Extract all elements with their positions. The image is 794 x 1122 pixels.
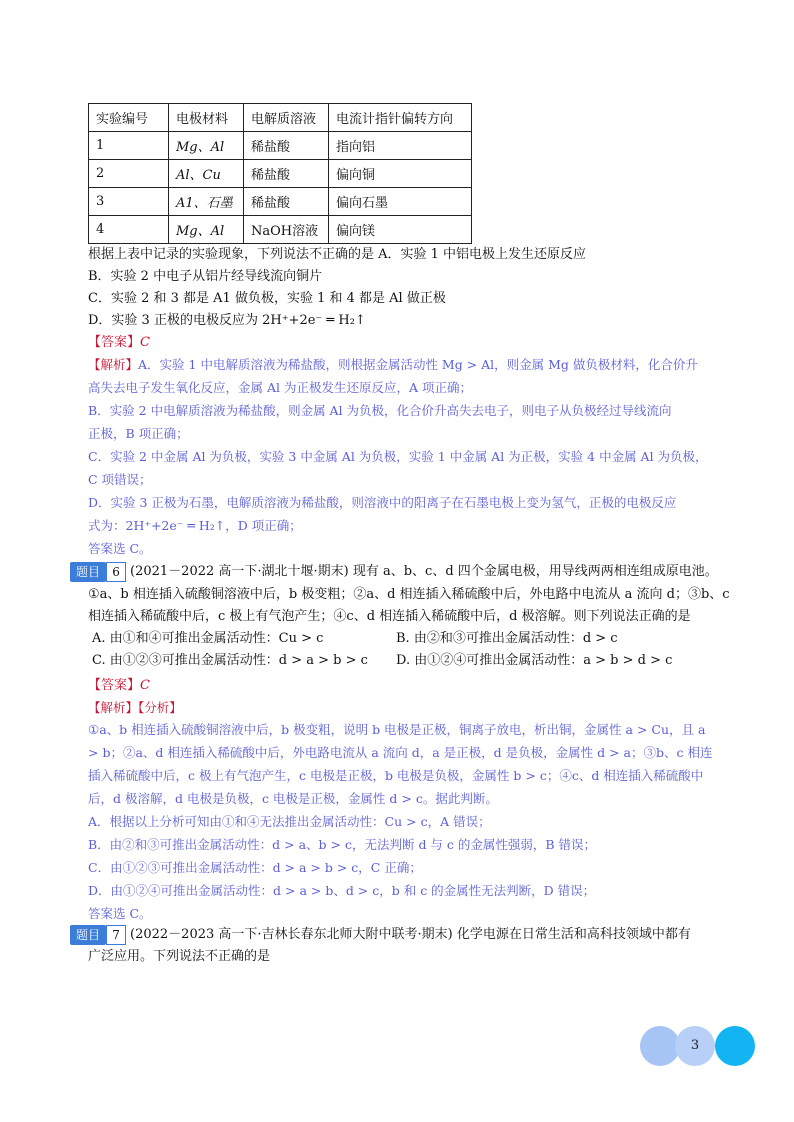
q5-option-b: B．实验 2 中电子从铝片经导线流向铜片 [88, 269, 323, 284]
q7-stem-line: 广泛应用。下列说法不正确的是 [88, 949, 271, 964]
q5-option-c: C．实验 2 和 3 都是 A1 做负极，实验 1 和 4 都是 Al 做正极 [88, 291, 446, 306]
q6-analysis-line: > b；②a、d 相连插入稀硫酸中后，外电路电流从 a 流向 d，a 是正极，d 是负极，金属性 d > a；③b、c 相连 [88, 745, 713, 760]
analysis-text: A．实验 1 中电解质溶液为稀盐酸，则根据金属活动性 Mg > Al，则金属 Mg 做负极材料，化合价升 [138, 357, 698, 372]
table-cell: 稀盐酸 [244, 188, 329, 216]
q5-analysis-line: B．实验 2 中电解质溶液为稀盐酸，则金属 Al 为负极，化合价升高失去电子，则电子从负极经过导线流向 [88, 403, 672, 418]
q5-analysis-line: 正极，B 项正确； [88, 426, 189, 441]
q6-analysis-line: A．根据以上分析可知由①和④无法推出金属活动性：Cu > c，A 错误； [88, 814, 491, 829]
answer-tag: 【答案】 [88, 335, 141, 350]
table-cell: 1 [89, 132, 169, 160]
question-number: 7 [106, 925, 126, 945]
q7-header [70, 924, 730, 946]
decor-circle [715, 1026, 755, 1066]
table-cell: Mg、Al [169, 216, 244, 244]
table-cell: A1、石墨 [169, 188, 244, 216]
page-number: 3 [690, 1038, 700, 1053]
answer-letter: C [140, 678, 150, 693]
table-row [89, 216, 472, 244]
q6-stem-line: ①a、b 相连插入硫酸铜溶液中后，b 极变粗；②a、d 相连插入稀硫酸中后，外电路中电流从 a 流向 d；③b、c [88, 587, 730, 602]
q6-analysis-line: 插入稀硫酸中后，c 极上有气泡产生，c 电极是正极，b 电极是负极，金属性 b > c；④c、d 相连插入稀硫酸中 [88, 768, 704, 783]
table-cell: 指向铝 [329, 132, 472, 160]
table-cell: 偏向石墨 [329, 188, 472, 216]
table-cell: 稀盐酸 [244, 132, 329, 160]
table-cell: NaOH溶液 [244, 216, 329, 244]
analysis-tag: 【解析】【分析】 [88, 700, 182, 715]
q6-option-a: A. 由①和④可推出金属活动性：Cu > c [92, 631, 324, 646]
q5-analysis-line [88, 354, 728, 376]
page-number-badge [640, 1026, 760, 1066]
answer-tag: 【答案】 [88, 678, 141, 693]
experiment-table [88, 103, 472, 244]
q5-option-d: D．实验 3 正极的电极反应为 2H⁺+2e⁻ ═ H₂↑ [88, 313, 366, 328]
question-number: 6 [106, 562, 126, 582]
table-header-cell: 电解质溶液 [244, 104, 329, 132]
q5-analysis-line: 答案选 C。 [88, 541, 152, 556]
q6-answer [88, 675, 728, 697]
q6-stem-line: (2021－2022 高一下·湖北十堰·期末) 现有 a、b、c、d 四个金属电极，用导线两两相连组成原电池。 [130, 564, 718, 579]
q6-analysis-line: ①a、b 相连插入硫酸铜溶液中后，b 极变粗，说明 b 电极是正极，铜离子放电，析出铜，金属性 a > Cu，且 a [88, 722, 706, 737]
q5-stem: 根据上表中记录的实验现象，下列说法不正确的是 A．实验 1 中铝电极上发生还原反应 [88, 247, 587, 262]
answer-letter: C [140, 335, 150, 350]
table-header-cell: 电极材料 [169, 104, 244, 132]
table-cell: 偏向铜 [329, 160, 472, 188]
table-cell: 4 [89, 216, 169, 244]
q6-analysis-line: 后，d 极溶解，d 电极是负极，c 电极是正极，金属性 d > c。据此判断。 [88, 791, 498, 806]
decor-circle [640, 1026, 680, 1066]
q6-analysis-line: C．由①②③可推出金属活动性：d > a > b > c，C 正确； [88, 860, 422, 875]
table-cell: 稀盐酸 [244, 160, 329, 188]
table-row [89, 132, 472, 160]
q6-analysis-tag-line [88, 697, 728, 719]
q6-analysis-line: D．由①②④可推出金属活动性：d > a > b、d > c，b 和 c 的金属性无法判断，D 错误； [88, 883, 596, 898]
question-badge: 题目 [70, 925, 106, 945]
q5-answer [88, 332, 728, 354]
q5-analysis-line: 高失去电子发生氧化反应，金属 Al 为正极发生还原反应，A 项正确； [88, 380, 472, 395]
table-header-cell: 电流计指针偏转方向 [329, 104, 472, 132]
q6-option-d: D. 由①②④可推出金属活动性：a > b > d > c [396, 653, 673, 668]
q5-analysis-line: C．实验 2 中金属 Al 为负极，实验 3 中金属 Al 为负极，实验 1 中金属 Al 为正极，实验 4 中金属 Al 为负极， [88, 449, 708, 464]
table-cell: 2 [89, 160, 169, 188]
q5-analysis-line: 式为：2H⁺+2e⁻ ═ H₂↑，D 项正确； [88, 518, 302, 533]
q7-stem-line: (2022－2023 高一下·吉林长春东北师大附中联考·期末) 化学电源在日常生活和高科技领域中都有 [130, 927, 691, 942]
table-header-cell: 实验编号 [89, 104, 169, 132]
q6-header [70, 561, 730, 583]
question-badge: 题目 [70, 562, 106, 582]
analysis-tag: 【解析】 [88, 357, 139, 372]
table-cell: Mg、Al [169, 132, 244, 160]
table-cell: 3 [89, 188, 169, 216]
table-header-row [89, 104, 472, 132]
table-cell: Al、Cu [169, 160, 244, 188]
table-cell: 偏向镁 [329, 216, 472, 244]
q6-option-b: B. 由②和③可推出金属活动性：d > c [396, 631, 618, 646]
q5-analysis-line: D．实验 3 正极为石墨，电解质溶液为稀盐酸，则溶液中的阳离子在石墨电极上变为氢气，正极的电极反应 [88, 495, 677, 510]
table-row [89, 188, 472, 216]
q6-analysis-line: 答案选 C。 [88, 906, 152, 921]
q6-analysis-line: B．由②和③可推出金属活动性：d > a、b > c，无法判断 d 与 c 的金属性强弱，B 错误； [88, 837, 597, 852]
table-row [89, 160, 472, 188]
q6-stem-line: 相连插入稀硫酸中后，c 极上有气泡产生；④c、d 相连插入稀硫酸中后，d 极溶解。则下列说法正确的是 [88, 609, 691, 624]
q6-option-c: C. 由①②③可推出金属活动性：d > a > b > c [92, 653, 368, 668]
q5-analysis-line: C 项错误； [88, 472, 152, 487]
